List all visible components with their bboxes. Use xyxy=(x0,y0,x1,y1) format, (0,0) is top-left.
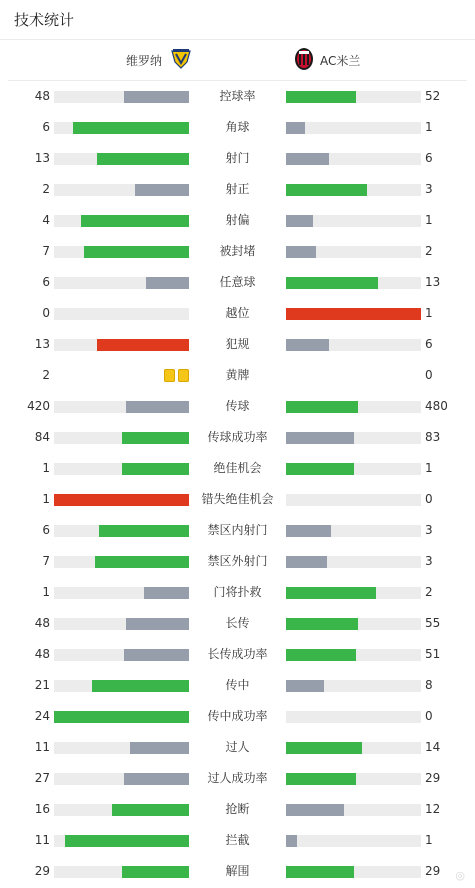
home-value: 48 xyxy=(34,616,50,630)
stat-label: 角球 xyxy=(225,120,250,134)
stat-label: 犯规 xyxy=(225,337,250,351)
stat-label: 过人 xyxy=(225,740,250,754)
stat-label: 门将扑救 xyxy=(213,585,262,599)
away-bar-fill xyxy=(286,184,367,196)
away-value: 1 xyxy=(425,213,433,227)
home-value: 16 xyxy=(34,802,50,816)
away-bar-fill xyxy=(286,680,324,692)
stat-label: 抢断 xyxy=(225,802,250,816)
home-team[interactable] xyxy=(126,40,192,80)
away-value: 0 xyxy=(425,709,433,723)
home-value: 13 xyxy=(34,337,50,351)
home-bar-fill xyxy=(99,525,189,537)
home-yellow-cards xyxy=(164,369,189,382)
away-bar-fill xyxy=(286,215,313,227)
away-bar xyxy=(286,277,421,289)
stat-label: 拦截 xyxy=(225,833,250,847)
home-bar-fill xyxy=(124,773,189,785)
home-bar xyxy=(54,246,189,258)
stat-label: 解围 xyxy=(225,864,250,878)
away-bar xyxy=(286,215,421,227)
home-bar-fill xyxy=(112,804,189,816)
away-bar-fill xyxy=(286,246,316,258)
away-bar-fill xyxy=(286,339,329,351)
away-value: 12 xyxy=(425,802,441,816)
home-value: 11 xyxy=(34,833,50,847)
home-value: 420 xyxy=(27,399,50,413)
home-bar-fill xyxy=(130,742,189,754)
stat-label: 长传 xyxy=(225,616,250,630)
home-bar-fill xyxy=(81,215,189,227)
stat-label: 控球率 xyxy=(219,89,256,103)
home-value: 24 xyxy=(34,709,50,723)
stat-row xyxy=(0,639,475,670)
stat-label: 越位 xyxy=(225,306,250,320)
home-value: 48 xyxy=(34,647,50,661)
away-bar-fill xyxy=(286,277,378,289)
home-value: 27 xyxy=(34,771,50,785)
home-bar xyxy=(54,122,189,134)
away-value: 8 xyxy=(425,678,433,692)
away-bar xyxy=(286,184,421,196)
away-bar-fill xyxy=(286,618,358,630)
home-bar-fill xyxy=(92,680,189,692)
home-bar-fill xyxy=(54,711,189,723)
away-bar xyxy=(286,308,421,320)
stat-row xyxy=(0,391,475,422)
home-value: 2 xyxy=(42,182,50,196)
away-team[interactable] xyxy=(294,40,360,80)
page-title: 技术统计 xyxy=(14,11,75,29)
home-value: 2 xyxy=(42,368,50,382)
stat-row xyxy=(0,825,475,856)
away-value: 6 xyxy=(425,151,433,165)
away-bar xyxy=(286,556,421,568)
away-bar xyxy=(286,432,421,444)
home-value: 84 xyxy=(34,430,50,444)
home-bar-fill xyxy=(122,866,190,878)
away-bar-fill xyxy=(286,556,327,568)
away-bar xyxy=(286,525,421,537)
stat-row xyxy=(0,112,475,143)
away-bar xyxy=(286,463,421,475)
home-value: 1 xyxy=(42,461,50,475)
away-bar xyxy=(286,91,421,103)
stat-label: 长传成功率 xyxy=(207,647,268,661)
home-value: 6 xyxy=(42,523,50,537)
stat-row xyxy=(0,670,475,701)
home-team-name: 维罗纳 xyxy=(126,53,163,68)
stat-row xyxy=(0,794,475,825)
away-bar xyxy=(286,711,421,723)
home-bar xyxy=(54,184,189,196)
home-bar xyxy=(54,711,189,723)
away-bar-fill xyxy=(286,804,344,816)
stat-label: 传球 xyxy=(225,399,250,413)
home-bar-fill xyxy=(124,91,189,103)
stat-label: 任意球 xyxy=(219,275,256,289)
away-bar-fill xyxy=(286,773,356,785)
home-value: 13 xyxy=(34,151,50,165)
away-bar-fill xyxy=(286,91,356,103)
away-value: 3 xyxy=(425,523,433,537)
home-bar-fill xyxy=(135,184,189,196)
away-bar-fill xyxy=(286,835,297,847)
away-value: 480 xyxy=(425,399,448,413)
away-team-name: AC米兰 xyxy=(320,53,361,68)
home-bar-fill xyxy=(97,339,189,351)
stat-row xyxy=(0,732,475,763)
away-value: 3 xyxy=(425,554,433,568)
away-value: 14 xyxy=(425,740,441,754)
home-bar xyxy=(54,339,189,351)
verona-logo-icon xyxy=(170,48,192,73)
home-bar xyxy=(54,308,189,320)
home-value: 11 xyxy=(34,740,50,754)
stat-row xyxy=(0,484,475,515)
home-bar xyxy=(54,556,189,568)
stat-row xyxy=(0,608,475,639)
home-bar-fill xyxy=(65,835,189,847)
stat-label: 绝佳机会 xyxy=(213,461,262,475)
stat-row xyxy=(0,546,475,577)
home-bar xyxy=(54,463,189,475)
stat-row xyxy=(0,701,475,732)
home-bar-fill xyxy=(126,401,189,413)
away-bar-fill xyxy=(286,463,354,475)
home-bar xyxy=(54,804,189,816)
away-bar xyxy=(286,866,421,878)
away-value: 29 xyxy=(425,864,441,878)
home-value: 6 xyxy=(42,275,50,289)
home-value: 21 xyxy=(34,678,50,692)
stat-row xyxy=(0,298,475,329)
stats-list xyxy=(0,81,475,887)
stat-label: 禁区内射门 xyxy=(207,523,268,537)
yellow-card-icon xyxy=(164,369,175,382)
away-bar xyxy=(286,246,421,258)
home-bar-fill xyxy=(97,153,189,165)
stat-label: 错失绝佳机会 xyxy=(201,492,274,506)
stat-row xyxy=(0,763,475,794)
stat-label: 射偏 xyxy=(225,213,250,227)
away-bar xyxy=(286,742,421,754)
away-value: 6 xyxy=(425,337,433,351)
home-value: 48 xyxy=(34,89,50,103)
stat-label: 射门 xyxy=(225,151,250,165)
away-bar-fill xyxy=(286,308,421,320)
yellow-card-icon xyxy=(178,369,189,382)
stat-label: 传中成功率 xyxy=(207,709,268,723)
away-bar xyxy=(286,401,421,413)
away-bar-fill xyxy=(286,153,329,165)
home-bar xyxy=(54,215,189,227)
stat-label: 传中 xyxy=(225,678,250,692)
home-bar xyxy=(54,866,189,878)
away-value: 2 xyxy=(425,585,433,599)
stat-label: 过人成功率 xyxy=(207,771,268,785)
watermark: ◎ xyxy=(455,869,465,882)
away-bar-fill xyxy=(286,432,354,444)
stat-label: 被封堵 xyxy=(219,244,256,258)
away-bar xyxy=(286,587,421,599)
away-value: 0 xyxy=(425,368,433,382)
stat-row xyxy=(0,267,475,298)
home-value: 29 xyxy=(34,864,50,878)
home-bar-fill xyxy=(122,463,190,475)
home-bar xyxy=(54,494,189,506)
stat-row xyxy=(0,515,475,546)
away-value: 1 xyxy=(425,306,433,320)
stat-row xyxy=(0,422,475,453)
stat-label: 传球成功率 xyxy=(207,430,268,444)
stat-row xyxy=(0,81,475,112)
home-bar-fill xyxy=(124,649,189,661)
away-value: 29 xyxy=(425,771,441,785)
away-value: 2 xyxy=(425,244,433,258)
away-bar xyxy=(286,618,421,630)
home-bar-fill xyxy=(126,618,189,630)
stat-label: 禁区外射门 xyxy=(207,554,268,568)
away-value: 13 xyxy=(425,275,441,289)
home-bar-fill xyxy=(73,122,189,134)
away-value: 51 xyxy=(425,647,441,661)
stat-row xyxy=(0,143,475,174)
home-value: 7 xyxy=(42,554,50,568)
home-bar-fill xyxy=(144,587,189,599)
away-bar-fill xyxy=(286,649,356,661)
stat-label: 射正 xyxy=(225,182,250,196)
away-bar-fill xyxy=(286,122,305,134)
away-bar xyxy=(286,804,421,816)
home-value: 7 xyxy=(42,244,50,258)
home-bar-fill xyxy=(95,556,190,568)
away-bar xyxy=(286,122,421,134)
home-value: 4 xyxy=(42,213,50,227)
away-bar xyxy=(286,339,421,351)
stat-row xyxy=(0,205,475,236)
away-bar-fill xyxy=(286,587,376,599)
home-bar-fill xyxy=(84,246,189,258)
away-value: 52 xyxy=(425,89,441,103)
home-bar xyxy=(54,432,189,444)
away-bar-fill xyxy=(286,401,358,413)
home-bar xyxy=(54,680,189,692)
away-bar xyxy=(286,649,421,661)
stat-row xyxy=(0,360,475,391)
home-value: 1 xyxy=(42,492,50,506)
home-bar xyxy=(54,649,189,661)
teams-header xyxy=(8,40,467,81)
away-bar-fill xyxy=(286,742,362,754)
away-value: 55 xyxy=(425,616,441,630)
away-value: 1 xyxy=(425,120,433,134)
away-bar-fill xyxy=(286,525,331,537)
away-value: 0 xyxy=(425,492,433,506)
away-value: 1 xyxy=(425,833,433,847)
home-bar xyxy=(54,277,189,289)
home-bar xyxy=(54,618,189,630)
stat-row xyxy=(0,577,475,608)
stat-row xyxy=(0,174,475,205)
away-bar-fill xyxy=(286,866,354,878)
home-bar xyxy=(54,153,189,165)
away-bar xyxy=(286,153,421,165)
home-bar xyxy=(54,587,189,599)
home-bar xyxy=(54,773,189,785)
home-bar-fill xyxy=(122,432,190,444)
home-bar xyxy=(54,835,189,847)
home-bar-fill xyxy=(146,277,189,289)
stat-row xyxy=(0,236,475,267)
home-bar xyxy=(54,91,189,103)
away-bar xyxy=(286,680,421,692)
home-bar xyxy=(54,401,189,413)
home-bar xyxy=(54,525,189,537)
away-bar xyxy=(286,835,421,847)
away-bar xyxy=(286,494,421,506)
stat-label: 黄牌 xyxy=(225,368,250,382)
home-value: 1 xyxy=(42,585,50,599)
home-value: 0 xyxy=(42,306,50,320)
stat-row xyxy=(0,329,475,360)
home-bar xyxy=(54,742,189,754)
home-bar-fill xyxy=(54,494,189,506)
away-bar xyxy=(286,773,421,785)
milan-logo-icon xyxy=(294,47,314,74)
away-value: 83 xyxy=(425,430,441,444)
page-header xyxy=(0,0,475,40)
away-value: 3 xyxy=(425,182,433,196)
home-value: 6 xyxy=(42,120,50,134)
stat-row xyxy=(0,856,475,887)
away-value: 1 xyxy=(425,461,433,475)
stat-row xyxy=(0,453,475,484)
